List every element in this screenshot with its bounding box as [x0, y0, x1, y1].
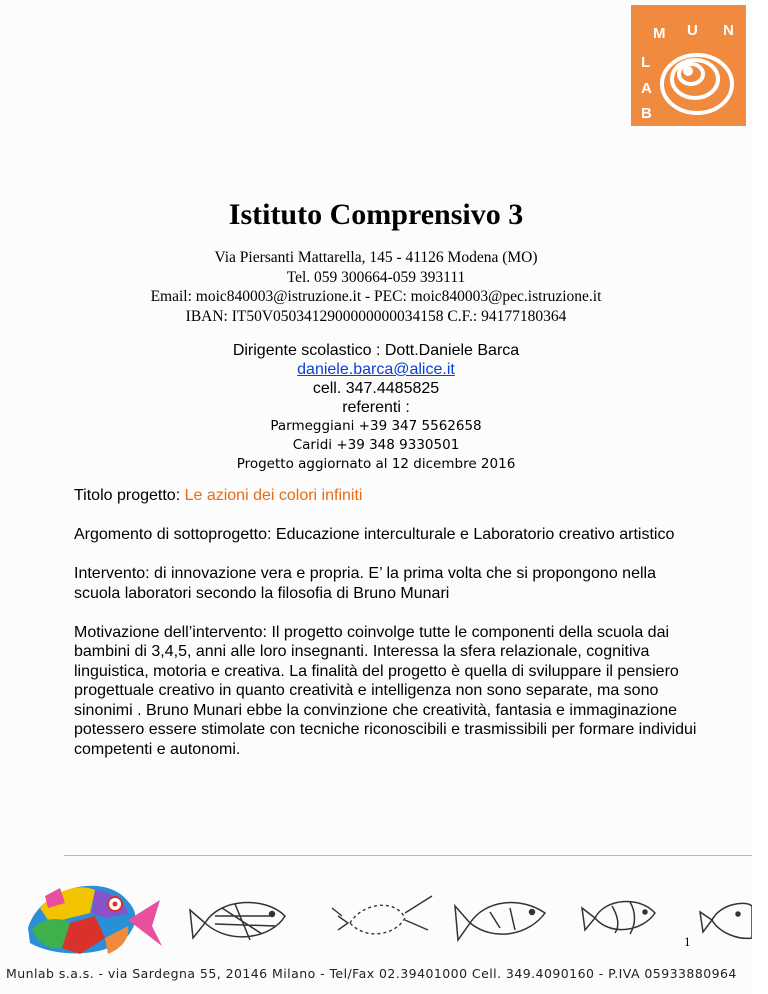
iban-line: IBAN: IT50V0503412900000000034158 C.F.: 94177180364: [185, 307, 567, 325]
fish-illustrations: [0, 868, 752, 964]
footer-divider: [64, 855, 752, 856]
email-line: Email: moic840003@istruzione.it - PEC: moic840003@pec.istruzione.it: [150, 288, 602, 305]
sketch-fish-icon: [190, 902, 285, 940]
referents-label: referenti :: [342, 399, 410, 416]
logo-letter-a: A: [641, 80, 652, 97]
outline-fish-icon: [455, 903, 545, 940]
director-cell: cell. 347.4485825: [312, 380, 440, 397]
logo-letter-b: B: [641, 105, 652, 122]
motivazione-paragraph: Motivazione dell’intervento: Il progetto coinvolge tutte le componenti della scuola dai bambini di 3,4,5, anni alle loro insegnanti. Interessa la sfera relazionale, cognitiva linguistica, motoria e creativa. La finalità del progetto è quella di sviluppare il pensiero progettuale creativo in quanto creatività e intelligenza non sono separate, ma sono sinonimi . Bruno Munari ebbe la convinzione che creatività, fantasia e immaginazione potessero essere stimolate con tecniche riconoscibili e trasmissibili per formare individui competenti e autonomi.: [74, 623, 697, 758]
company-footer: Munlab s.a.s. - via Sardegna 55, 20146 Milano - Tel/Fax 02.39401000 Cell. 349.4090160 - P.IVA 05933880964: [6, 966, 737, 981]
director-block: [0, 341, 752, 417]
intervento-paragraph: Intervento: di innovazione vera e propria. E’ la prima volta che si propongono nella scuola laboratori secondo la filosofia di Bruno Munari: [74, 565, 656, 602]
logo-letter-n: N: [723, 22, 734, 39]
referent-parmeggiani: Parmeggiani +39 347 5562658: [270, 418, 482, 434]
director-name: Dirigente scolastico : Dott.Daniele Barca: [232, 342, 520, 359]
logo-letter-l: L: [641, 54, 651, 71]
partial-fish-icon: [700, 903, 752, 938]
logo-letter-u: U: [687, 22, 698, 39]
line-fish-icon: [582, 902, 655, 934]
project-title-paragraph: [74, 486, 704, 506]
referent-caridi: Caridi +39 348 9330501: [292, 437, 460, 453]
munlab-logo: [631, 5, 746, 126]
logo-letter-m: M: [653, 25, 666, 42]
referents-block: [0, 417, 752, 474]
project-title-value: Le azioni dei colori infiniti: [184, 487, 363, 504]
project-title-label: Titolo progetto:: [74, 487, 185, 504]
address-line: Via Piersanti Mattarella, 145 - 41126 Modena (MO): [214, 249, 538, 266]
dotted-fish-icon: [332, 896, 432, 934]
colorful-fish-icon: [28, 886, 162, 954]
argomento-paragraph: Argomento di sottoprogetto: Educazione interculturale e Laboratorio creativo artistico: [74, 526, 675, 543]
page-number: 1: [684, 934, 691, 949]
director-email-link[interactable]: daniele.barca@alice.it: [297, 361, 455, 378]
school-title: Istituto Comprensivo 3: [228, 198, 524, 231]
project-description: [74, 486, 704, 779]
phone-line: Tel. 059 300664-059 393111: [286, 268, 466, 286]
school-address-block: [0, 248, 752, 326]
update-date: Progetto aggiornato al 12 dicembre 2016: [236, 456, 516, 472]
